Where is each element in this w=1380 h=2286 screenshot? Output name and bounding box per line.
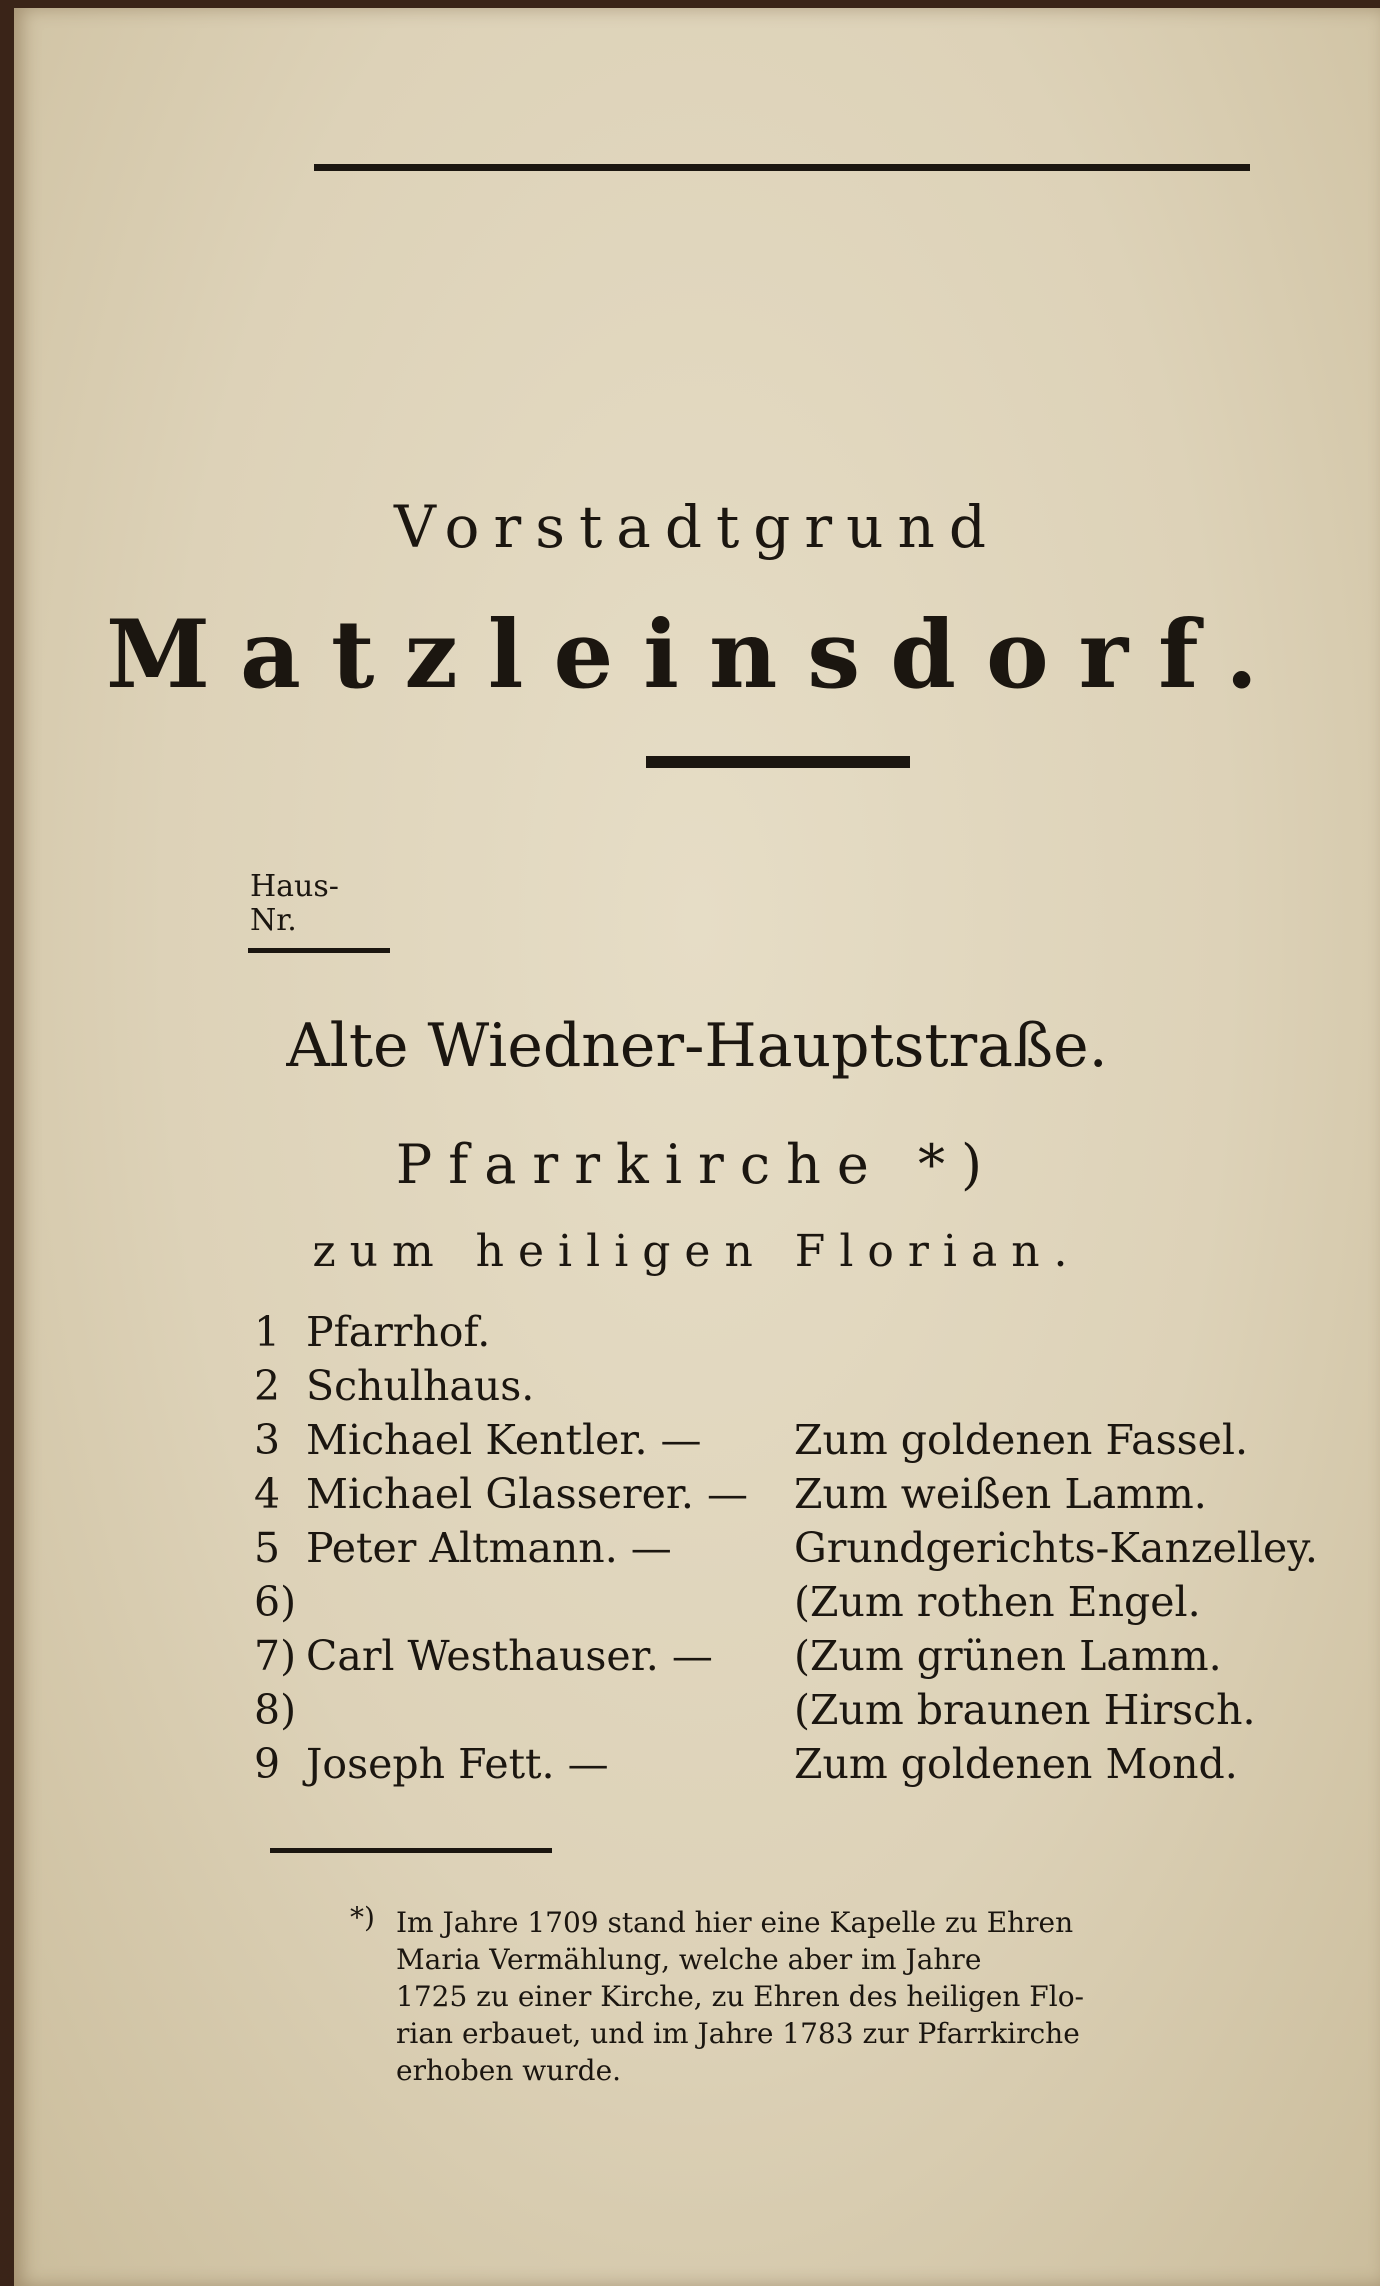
- title-line2: Matzleinsdorf.: [105, 600, 1288, 710]
- list-item: [254, 1416, 1334, 1468]
- list-item: [254, 1578, 1334, 1630]
- house-sign: Grundgerichts-Kanzelley.: [794, 1524, 1318, 1572]
- owner-name: Joseph Fett. —: [306, 1740, 609, 1788]
- church-dedication: zum heiligen Florian.: [312, 1226, 1082, 1277]
- owner-name: Schulhaus.: [306, 1362, 535, 1410]
- list-item: [254, 1362, 1334, 1414]
- house-sign: (Zum grünen Lamm.: [794, 1632, 1222, 1680]
- house-sign: (Zum rothen Engel.: [794, 1578, 1201, 1626]
- book-page: [14, 8, 1380, 2286]
- list-item: [254, 1740, 1334, 1792]
- footnote-line: 1725 zu einer Kirche, zu Ehren des heiligen Flo-: [396, 1980, 1085, 2013]
- house-number: 3: [254, 1416, 281, 1464]
- house-sign: Zum goldenen Mond.: [794, 1740, 1238, 1788]
- list-item: [254, 1308, 1334, 1360]
- owner-name: Michael Glasserer. —: [306, 1470, 748, 1518]
- church-heading: Pfarrkirche *): [395, 1133, 999, 1196]
- title-rule: [646, 756, 910, 768]
- owner-name: Carl Westhauser. —: [306, 1632, 713, 1680]
- house-number: 8): [254, 1686, 297, 1734]
- street-heading: Alte Wiedner-Hauptstraße.: [286, 1011, 1108, 1081]
- owner-name: Michael Kentler. —: [306, 1416, 702, 1464]
- house-sign: (Zum braunen Hirsch.: [794, 1686, 1256, 1734]
- footnote-line: erhoben wurde.: [396, 2054, 622, 2087]
- house-sign: Zum goldenen Fassel.: [794, 1416, 1249, 1464]
- house-number: 1: [254, 1308, 281, 1356]
- footnote-marker: *): [350, 1901, 375, 1934]
- list-item: [254, 1632, 1334, 1684]
- house-number: 4: [254, 1470, 281, 1518]
- header-rule: [248, 948, 390, 953]
- top-rule: [314, 164, 1250, 171]
- house-number: 7): [254, 1632, 297, 1680]
- house-number: 2: [254, 1362, 281, 1410]
- list-item: [254, 1470, 1334, 1522]
- house-number: 9: [254, 1740, 281, 1788]
- footnote-rule: [270, 1848, 552, 1853]
- title-line1: Vorstadtgrund: [394, 493, 1000, 561]
- house-sign: Zum weißen Lamm.: [794, 1470, 1207, 1518]
- list-item: [254, 1524, 1334, 1576]
- house-number: 6): [254, 1578, 297, 1626]
- house-number-header: Haus- Nr.: [250, 869, 339, 938]
- footnote-line: Maria Vermählung, welche aber im Jahre: [396, 1943, 982, 1976]
- house-number: 5: [254, 1524, 281, 1572]
- footnote-line: rian erbauet, und im Jahre 1783 zur Pfarrkirche: [396, 2017, 1080, 2050]
- owner-name: Peter Altmann. —: [306, 1524, 672, 1572]
- list-item: [254, 1686, 1334, 1738]
- footnote-line: Im Jahre 1709 stand hier eine Kapelle zu Ehren: [396, 1906, 1074, 1939]
- owner-name: Pfarrhof.: [306, 1308, 491, 1356]
